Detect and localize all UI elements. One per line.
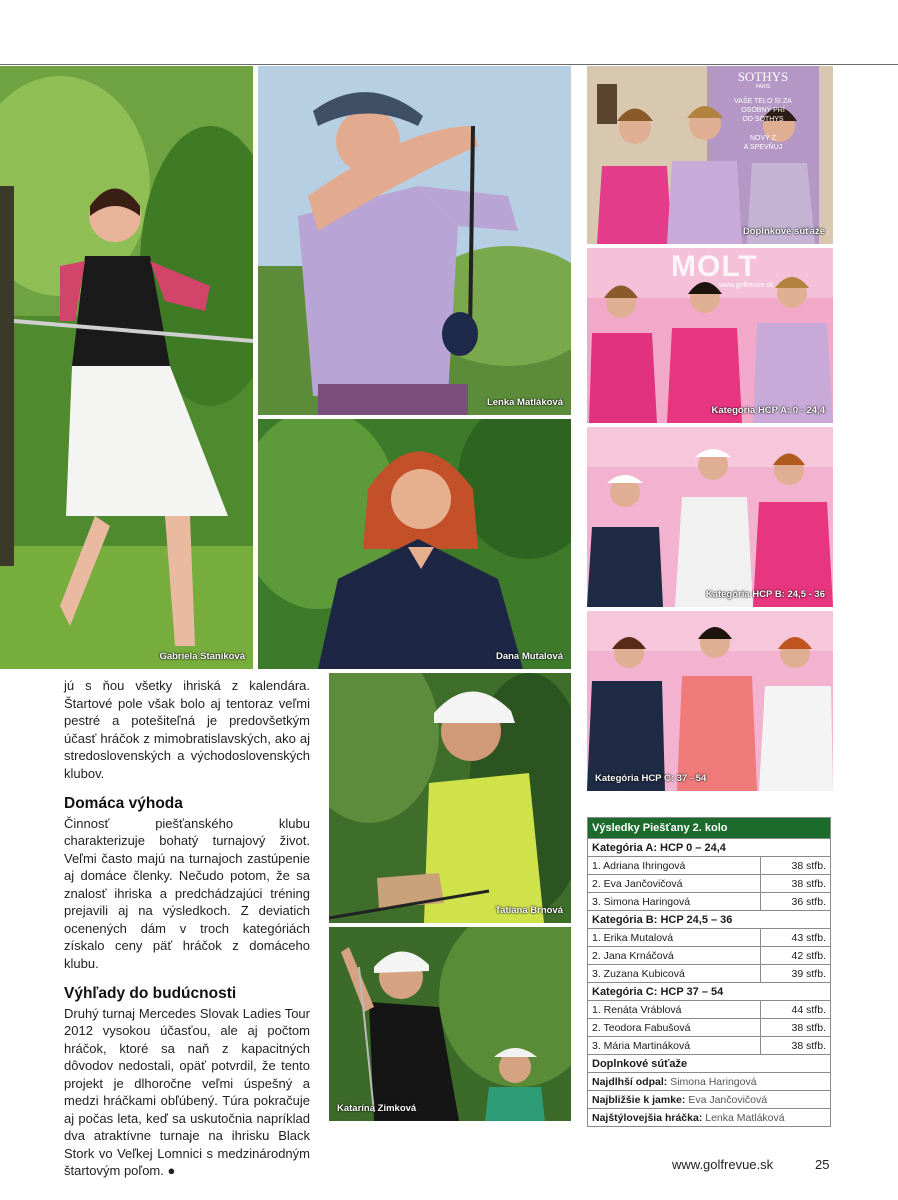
- table-row: [588, 1037, 831, 1055]
- page-number: 25: [815, 1157, 830, 1172]
- player-name: 1. Adriana Ihringová: [588, 857, 761, 875]
- player-name: 1. Renáta Vráblová: [588, 1001, 761, 1019]
- caption-hcp-a: Kategória HCP A: 0 - 24,4: [711, 405, 825, 416]
- extra-label: Najbližšie k jamke:: [592, 1093, 686, 1106]
- photo-tatiana: [329, 673, 571, 923]
- results-title: Výsledky Piešťany 2. kolo: [588, 818, 831, 839]
- player-points: 36 stfb.: [761, 893, 831, 911]
- section-heading: Domáca výhoda: [64, 795, 183, 812]
- player-points: 38 stfb.: [761, 1019, 831, 1037]
- category-heading: Kategória A: HCP 0 – 24,4: [588, 839, 831, 857]
- table-row: [588, 1109, 831, 1127]
- article-paragraph-text: Druhý turnaj Mercedes Slovak Ladies Tour 2012 vysokou účasťou, ale aj počtom hráčok, ktoré sa naň z kapacitných dôvodov nedostali, opäť potvrdil, že tento projekt je dlhoročne veľmi úspešný a medzi hráčkami obľúbený. Túra pokračuje aj počas leta, keď sa uskutočnia napríklad dva atraktívne turnaje na ihrisku Black Stork vo Veľkej Lomnici s medzinárodným štartovým poľom.: [64, 1005, 310, 1178]
- article-paragraph: jú s ňou všetky ihriská z kalendára. Štartové pole však bolo aj tentoraz veľmi pestré a potešiteľná je predovšetkým účasť hráčok z mimobratislavských, ako aj stredoslovenských a východoslovenských klubov.: [64, 678, 310, 781]
- photo-lenka: [258, 66, 571, 415]
- article-body: [64, 677, 310, 1180]
- sign-line: OSOBNÝ PRÍ: [741, 107, 785, 114]
- sothys-sign: [707, 70, 819, 152]
- player-points: 38 stfb.: [761, 1037, 831, 1055]
- player-name: 3. Zuzana Kubicová: [588, 965, 761, 983]
- table-row: [588, 1019, 831, 1037]
- footer-url[interactable]: www.golfrevue.sk: [672, 1157, 774, 1172]
- end-mark: ●: [167, 1163, 176, 1178]
- banner-brand: MOLT: [671, 250, 758, 283]
- caption-tatiana: Tatiana Brnová: [495, 905, 563, 916]
- player-points: 43 stfb.: [761, 929, 831, 947]
- player-name: 2. Teodora Fabušová: [588, 1019, 761, 1037]
- photo-doplnkove: [587, 66, 833, 244]
- photo-gabriela: [0, 66, 253, 669]
- player-name: 3. Simona Haringová: [588, 893, 761, 911]
- category-heading: Doplnkové súťaže: [588, 1055, 831, 1073]
- results-table: [587, 817, 831, 1127]
- player-points: 42 stfb.: [761, 947, 831, 965]
- player-points: 39 stfb.: [761, 965, 831, 983]
- banner-url: www.golfrevue.sk: [719, 282, 774, 289]
- sign-brand: SOTHYS: [737, 69, 789, 84]
- category-heading: Kategória B: HCP 24,5 – 36: [588, 911, 831, 929]
- table-row: [588, 929, 831, 947]
- caption-lenka: Lenka Matláková: [486, 397, 563, 408]
- photo-dana: [258, 419, 571, 669]
- caption-katarina: Katarína Zimková: [337, 1103, 417, 1114]
- caption-dana: Dana Mutalová: [495, 651, 563, 662]
- player-name: 3. Mária Martináková: [588, 1037, 761, 1055]
- sign-line: VAŠE TELO SI ZA: [734, 98, 792, 105]
- photo-hcp-c: [587, 611, 833, 791]
- extra-value: Eva Jančovičová: [688, 1093, 768, 1106]
- sign-line: OD SOTHYS: [742, 116, 784, 123]
- caption-doplnkove: Doplnkové súťaže: [742, 226, 825, 237]
- player-name: 2. Jana Krnáčová: [588, 947, 761, 965]
- section-heading: Výhľady do budúcnosti: [64, 985, 237, 1002]
- sign-line: NOVÝ Z: [749, 135, 777, 142]
- extra-label: Najštýlovejšia hráčka:: [592, 1111, 703, 1124]
- top-rule: [0, 64, 898, 65]
- article-paragraph: Činnosť piešťanského klubu charakterizuje bohatý turnajový život. Veľmi často majú na turnajoch zastúpenie aj domáce členky. Nečudo potom, že sa znalosť ihriska a predchádzajúci tréning prejavili aj na výsledkoch. Z deviatich ocenených dám v troch kategóriách získalo ceny päť hráčok z domáceho klubu.: [64, 815, 310, 971]
- table-row: [588, 1001, 831, 1019]
- player-name: 1. Erika Mutalová: [588, 929, 761, 947]
- player-points: 38 stfb.: [761, 875, 831, 893]
- extra-label: Najdlhší odpal:: [592, 1075, 668, 1088]
- table-row: [588, 893, 831, 911]
- player-points: 44 stfb.: [761, 1001, 831, 1019]
- photo-hcp-b: [587, 427, 833, 607]
- sign-brand-sub: PARIS: [755, 84, 771, 90]
- extra-value: Lenka Matláková: [705, 1111, 785, 1124]
- player-points: 38 stfb.: [761, 857, 831, 875]
- table-row: [588, 875, 831, 893]
- category-heading: Kategória C: HCP 37 – 54: [588, 983, 831, 1001]
- article-paragraph: [64, 1005, 310, 1180]
- sign-line: A SPEVŇUJ: [743, 144, 783, 151]
- photo-katarina: [329, 927, 571, 1121]
- photo-hcp-a: [587, 248, 833, 423]
- player-name: 2. Eva Jančovičová: [588, 875, 761, 893]
- extra-value: Simona Haringová: [670, 1075, 757, 1088]
- table-row: [588, 1073, 831, 1091]
- caption-hcp-b: Kategória HCP B: 24,5 - 36: [705, 589, 825, 600]
- caption-hcp-c: Kategória HCP C: 37 - 54: [595, 773, 707, 784]
- table-row: [588, 1091, 831, 1109]
- caption-gabriela: Gabriela Staníková: [159, 651, 245, 662]
- table-row: [588, 857, 831, 875]
- table-row: [588, 947, 831, 965]
- table-row: [588, 965, 831, 983]
